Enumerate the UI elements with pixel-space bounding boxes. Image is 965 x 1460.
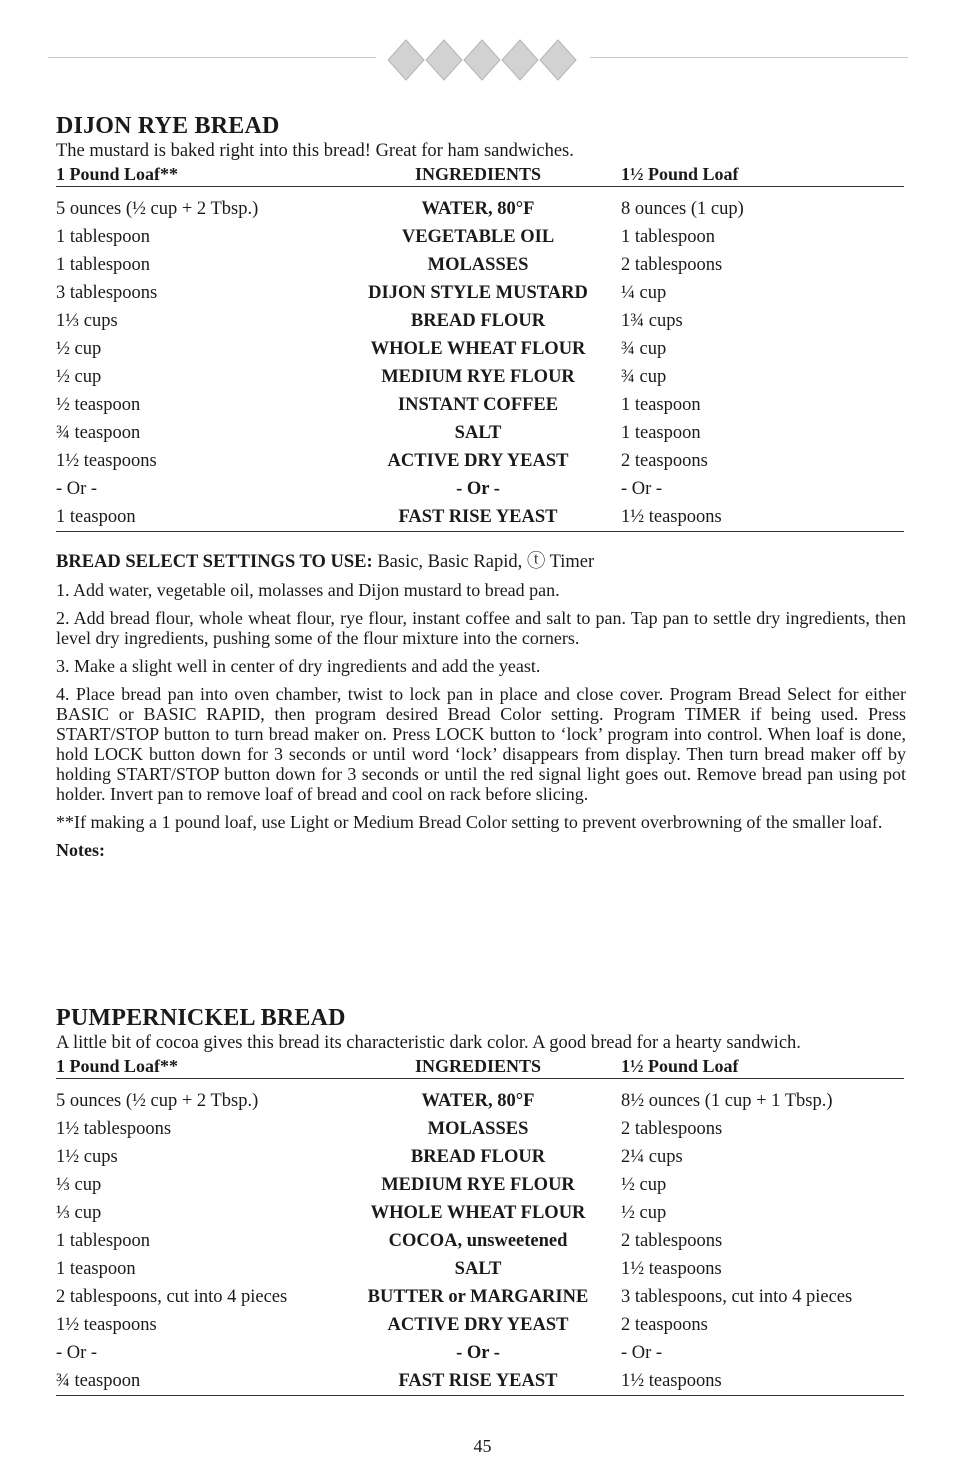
amount-large-loaf: ¼ cup [621,283,667,303]
amount-large-loaf: 2 tablespoons [621,255,723,275]
table-row [56,419,904,447]
amount-large-loaf: - Or - [621,479,663,499]
ingredient-name: MOLASSES [427,1119,529,1139]
ingredient-name: MEDIUM RYE FLOUR [381,367,575,387]
amount-small-loaf: 1½ teaspoons [56,1315,157,1335]
amount-small-loaf: 1 tablespoon [56,227,151,247]
step-2: 2. Add bread flour, whole wheat flour, rye flour, instant coffee and salt to pan. Tap pan to settle dry ingredients, then level dry ingredients, pushing some of the flour mixture into the corners. [56,608,906,648]
amount-small-loaf: 5 ounces (½ cup + 2 Tbsp.) [56,1091,259,1111]
table-row [56,447,904,475]
loaf-note: **If making a 1 pound loaf, use Light or Medium Bread Color setting to prevent overbrowning of the smaller loaf. [56,812,883,832]
amount-small-loaf: 1⅓ cups [56,311,118,331]
table-row [56,1311,904,1339]
step-3: 3. Make a slight well in center of dry ingredients and add the yeast. [56,656,541,676]
amount-large-loaf: - Or - [621,1343,663,1363]
amount-large-loaf: 3 tablespoons, cut into 4 pieces [621,1287,853,1307]
amount-small-loaf: ½ teaspoon [56,395,141,415]
amount-small-loaf: 5 ounces (½ cup + 2 Tbsp.) [56,199,259,219]
ingredient-name: BUTTER or MARGARINE [367,1287,589,1307]
ingredient-name: BREAD FLOUR [410,311,546,331]
step-1: 1. Add water, vegetable oil, molasses and Dijon mustard to bread pan. [56,580,560,600]
table-row [56,1367,904,1395]
amount-small-loaf: 1½ cups [56,1147,118,1167]
ingredient-name: FAST RISE YEAST [398,1371,558,1391]
ornament-rule-left [48,57,376,58]
notes-label: Notes: [56,840,105,860]
table-row [56,363,904,391]
amount-small-loaf: - Or - [56,1343,98,1363]
ingredients-table [56,1079,904,1395]
ingredient-name: MEDIUM RYE FLOUR [381,1175,575,1195]
ingredient-name: FAST RISE YEAST [398,507,558,527]
ingredient-name: WATER, 80°F [421,1091,535,1111]
amount-small-loaf: 1 teaspoon [56,507,136,527]
table-row [56,1087,904,1115]
amount-large-loaf: 1½ teaspoons [621,507,722,527]
amount-small-loaf: ⅓ cup [56,1175,102,1195]
ingredients-table [56,187,904,531]
amount-large-loaf: ½ cup [621,1175,667,1195]
dijon-instructions [56,552,906,860]
amount-small-loaf: 1 tablespoon [56,1231,151,1251]
ingredient-name: WHOLE WHEAT FLOUR [370,1203,586,1223]
amount-large-loaf: 2¼ cups [621,1147,683,1167]
amount-large-loaf: 2 tablespoons [621,1231,723,1251]
ingredient-name: SALT [454,423,502,443]
table-row [56,1199,904,1227]
amount-large-loaf: 1½ teaspoons [621,1259,722,1279]
ingredient-name: MOLASSES [427,255,529,275]
amount-large-loaf: 1 teaspoon [621,423,701,443]
ingredient-name: INSTANT COFFEE [397,395,559,415]
amount-small-loaf: ¾ teaspoon [56,423,141,443]
table-row [56,1255,904,1283]
table-row [56,1339,904,1367]
ingredient-name: WHOLE WHEAT FLOUR [370,339,586,359]
amount-small-loaf: ½ cup [56,339,102,359]
amount-small-loaf: ¾ teaspoon [56,1371,141,1391]
amount-large-loaf: 1 tablespoon [621,227,716,247]
amount-small-loaf: - Or - [56,479,98,499]
amount-large-loaf: 2 tablespoons [621,1119,723,1139]
header-small-loaf: 1 Pound Loaf** [56,164,179,184]
ingredient-name: COCOA, unsweetened [388,1231,568,1251]
ingredient-name: VEGETABLE OIL [401,227,555,247]
header-large-loaf: 1½ Pound Loaf [621,1056,739,1076]
recipe-title: DIJON RYE BREAD [56,113,280,139]
amount-large-loaf: 2 teaspoons [621,1315,708,1335]
amount-small-loaf: 1 teaspoon [56,1259,136,1279]
page-number: 45 [473,1436,492,1456]
table-row [56,335,904,363]
amount-large-loaf: 1 teaspoon [621,395,701,415]
recipe-intro: A little bit of cocoa gives this bread its characteristic dark color. A good bread for a hearty sandwich. [56,1033,801,1053]
table-row [56,195,904,223]
header-ornament [0,36,965,84]
amount-large-loaf: 8 ounces (1 cup) [621,199,744,219]
step-4: 4. Place bread pan into oven chamber, twist to lock pan in place and close cover. Program Bread Select for either BASIC or BASIC RAPID, then program desired Bread Color setting. Program TIMER if being used. Press START/STOP button to turn bread maker on. Press LOCK button to ‘lock’ program into control. When loaf is done, hold LOCK button down for 3 seconds or until word ‘lock’ disappears from display. Then turn bread maker off by holding START/STOP button down for 3 seconds or until the red signal light goes out. Remove bread pan using pot holder. Invert pan to remove loaf of bread and cool on rack before slicing. [56,684,906,804]
ingredient-name: DIJON STYLE MUSTARD [368,283,588,303]
table-row [56,1171,904,1199]
amount-large-loaf: ½ cup [621,1203,667,1223]
table-row [56,503,904,531]
ingredient-name: ACTIVE DRY YEAST [387,1315,569,1335]
amount-large-loaf: 8½ ounces (1 cup + 1 Tbsp.) [621,1091,833,1111]
ingredient-name: - Or - [456,479,500,499]
table-row [56,1283,904,1311]
ingredient-name: ACTIVE DRY YEAST [387,451,569,471]
amount-large-loaf: ¾ cup [621,367,667,387]
amount-small-loaf: ⅓ cup [56,1203,102,1223]
table-row [56,475,904,503]
recipe-intro: The mustard is baked right into this bread! Great for ham sandwiches. [56,141,574,161]
ingredient-name: BREAD FLOUR [410,1147,546,1167]
settings-value: Basic, Basic Rapid, ⓣ Timer [377,552,595,572]
ornament-rule-right [590,57,908,58]
header-small-loaf: 1 Pound Loaf** [56,1056,179,1076]
amount-small-loaf: 1 tablespoon [56,255,151,275]
table-row [56,391,904,419]
amount-small-loaf: 3 tablespoons [56,283,158,303]
table-row [56,223,904,251]
bread-select-settings [56,552,906,572]
amount-small-loaf: ½ cup [56,367,102,387]
header-ingredients: INGREDIENTS [414,1056,542,1076]
table-row [56,251,904,279]
table-row [56,279,904,307]
recipe-title: PUMPERNICKEL BREAD [56,1005,346,1031]
ingredient-name: SALT [454,1259,502,1279]
table-row [56,1115,904,1143]
amount-large-loaf: ¾ cup [621,339,667,359]
header-large-loaf: 1½ Pound Loaf [621,164,739,184]
amount-small-loaf: 2 tablespoons, cut into 4 pieces [56,1287,288,1307]
recipe-pumpernickel [56,1004,904,1396]
amount-large-loaf: 1½ teaspoons [621,1371,722,1391]
amount-large-loaf: 2 teaspoons [621,451,708,471]
recipe-dijon-rye [56,112,904,532]
settings-label: BREAD SELECT SETTINGS TO USE: [56,552,373,572]
ingredient-name: WATER, 80°F [421,199,535,219]
amount-small-loaf: 1½ tablespoons [56,1119,172,1139]
table-row [56,1227,904,1255]
ingredient-name: - Or - [456,1343,500,1363]
table-row [56,1143,904,1171]
ingredients-table-header [56,1054,904,1079]
amount-large-loaf: 1¾ cups [621,311,683,331]
table-end-rule [56,1395,904,1396]
table-row [56,307,904,335]
table-end-rule [56,531,904,532]
diamond-ornament-icon [388,38,578,82]
header-ingredients: INGREDIENTS [414,164,542,184]
amount-small-loaf: 1½ teaspoons [56,451,157,471]
ingredients-table-header [56,162,904,187]
